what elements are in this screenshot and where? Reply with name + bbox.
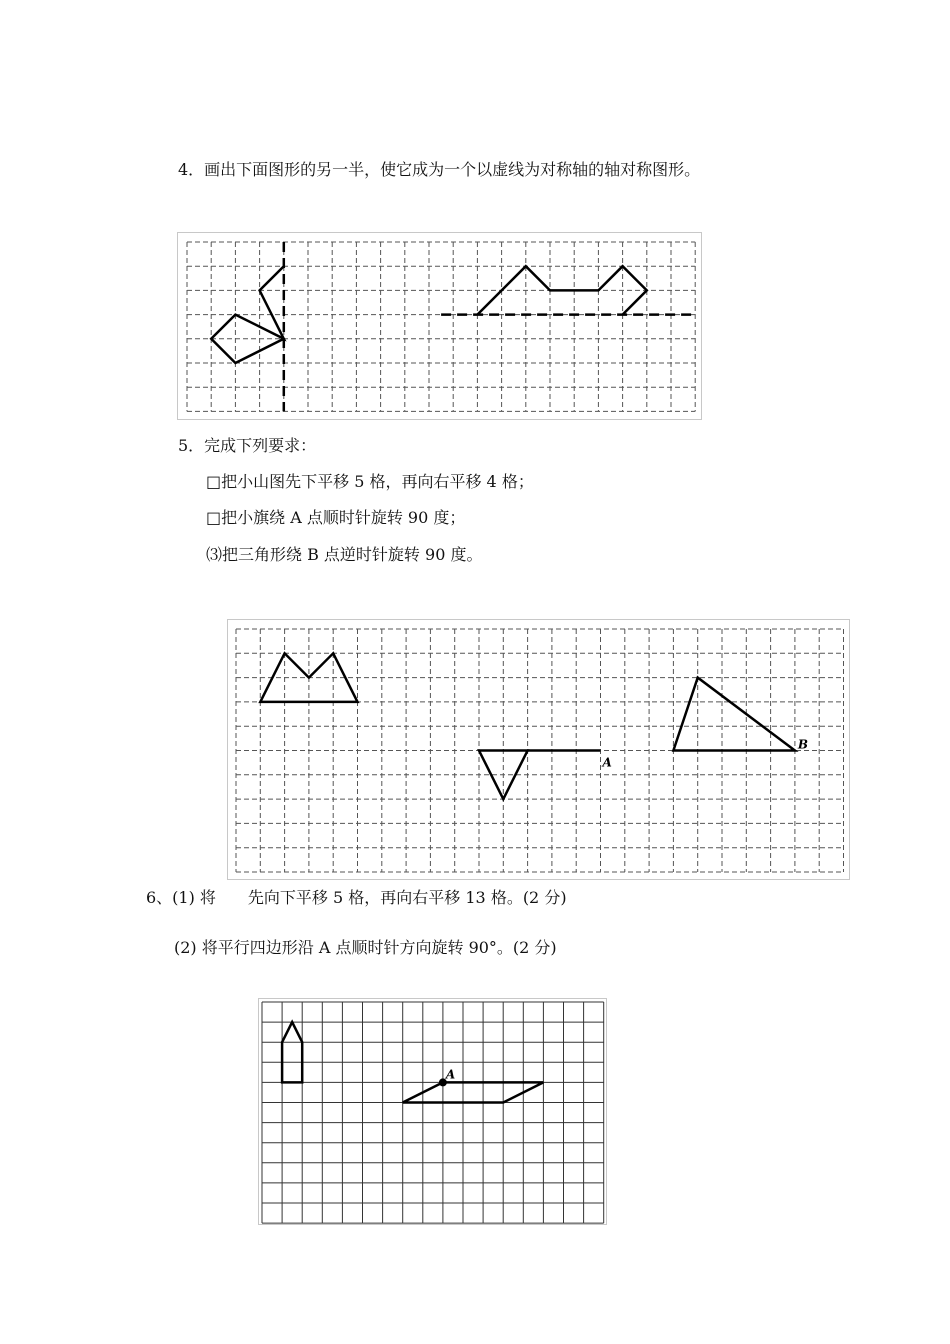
grid-q5-svg — [228, 620, 849, 879]
grid-figure-q6 — [258, 998, 607, 1225]
question-6-line-1: 6、(1) 将 先向下平移 5 格，再向右平移 13 格。(2 分) — [146, 888, 567, 907]
point-b-label: B — [797, 737, 809, 752]
grid-figure-q5 — [227, 619, 850, 880]
grid-q6-svg — [259, 999, 606, 1224]
grid-lines — [187, 242, 695, 411]
grid-q4-svg — [178, 233, 701, 419]
right-triangle — [673, 678, 795, 751]
question-5-item-1: □把小山图先下平移 5 格，再向右平移 4 格； — [206, 472, 534, 491]
question-4-text: 4．画出下面图形的另一半，使它成为一个以虚线为对称轴的轴对称图形。 — [178, 160, 701, 179]
question-5-title: 5．完成下列要求： — [178, 436, 317, 455]
question-5-item-2: □把小旗绕 A 点顺时针旋转 90 度； — [206, 508, 466, 527]
parallelogram — [403, 1082, 544, 1102]
grid-lines — [262, 1002, 604, 1223]
point-a-label: A — [602, 755, 612, 770]
grid-figure-q4 — [177, 232, 702, 420]
question-6-line-2: (2) 将平行四边形沿 A 点顺时针方向旋转 90°。(2 分) — [174, 938, 557, 957]
house-shape — [282, 1022, 302, 1082]
point-a-label: A — [445, 1067, 456, 1082]
question-5-item-3: ⑶把三角形绕 B 点逆时针旋转 90 度。 — [206, 545, 483, 564]
